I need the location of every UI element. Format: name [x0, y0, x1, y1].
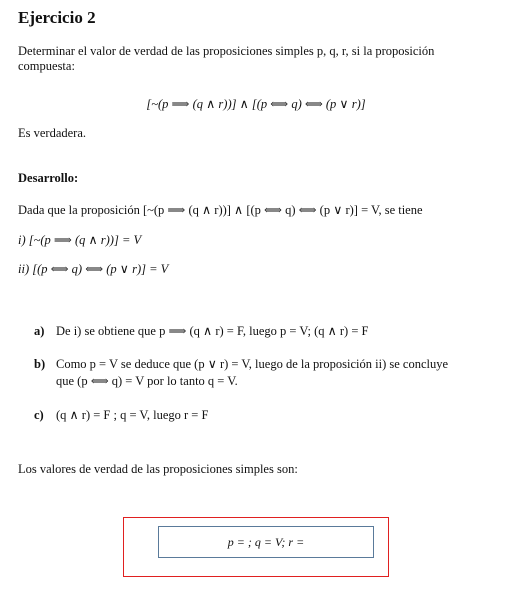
step-b-label: b) — [34, 357, 46, 371]
step-c-label: c) — [34, 408, 44, 422]
step-a — [34, 324, 368, 339]
step-b-line1: Como p = V se deduce que (p ∨ r) = V, luego de la proposición ii) se concluye — [56, 357, 449, 371]
case-ii: ii) [(p ⟺ q) ⟺ (p ∨ r)] = V — [18, 262, 169, 276]
development-heading: Desarrollo: — [18, 171, 79, 185]
step-b — [34, 357, 448, 372]
step-b-line2: que (p ⟺ q) = V por lo tanto q = V. — [56, 374, 238, 388]
case-i: i) [~(p ⟹ (q ∧ r))] = V — [18, 233, 142, 247]
answer-box: p = ; q = V; r = — [158, 526, 374, 558]
given-statement: Dada que la proposición [~(p ⟹ (q ∧ r))] ∧ [(p ⟺ q) ⟺ (p ∨ r)] = V, se tiene — [18, 203, 423, 217]
problem-statement: Determinar el valor de verdad de las proposiciones simples p, q, r, si la proposición compuesta: — [18, 44, 435, 73]
step-a-label: a) — [34, 324, 45, 338]
exercise-title: Ejercicio 2 — [18, 8, 96, 27]
main-formula: [~(p ⟹ (q ∧ r))] ∧ [(p ⟺ q) ⟺ (p ∨ r)] — [146, 97, 366, 111]
conclusion-text: Los valores de verdad de las proposiciones simples son: — [18, 462, 298, 476]
step-c-text: (q ∧ r) = F ; q = V, luego r = F — [56, 408, 209, 422]
step-c — [34, 408, 208, 423]
step-a-text: De i) se obtiene que p ⟹ (q ∧ r) = F, luego p = V; (q ∧ r) = F — [56, 324, 369, 338]
is-true-text: Es verdadera. — [18, 126, 87, 140]
